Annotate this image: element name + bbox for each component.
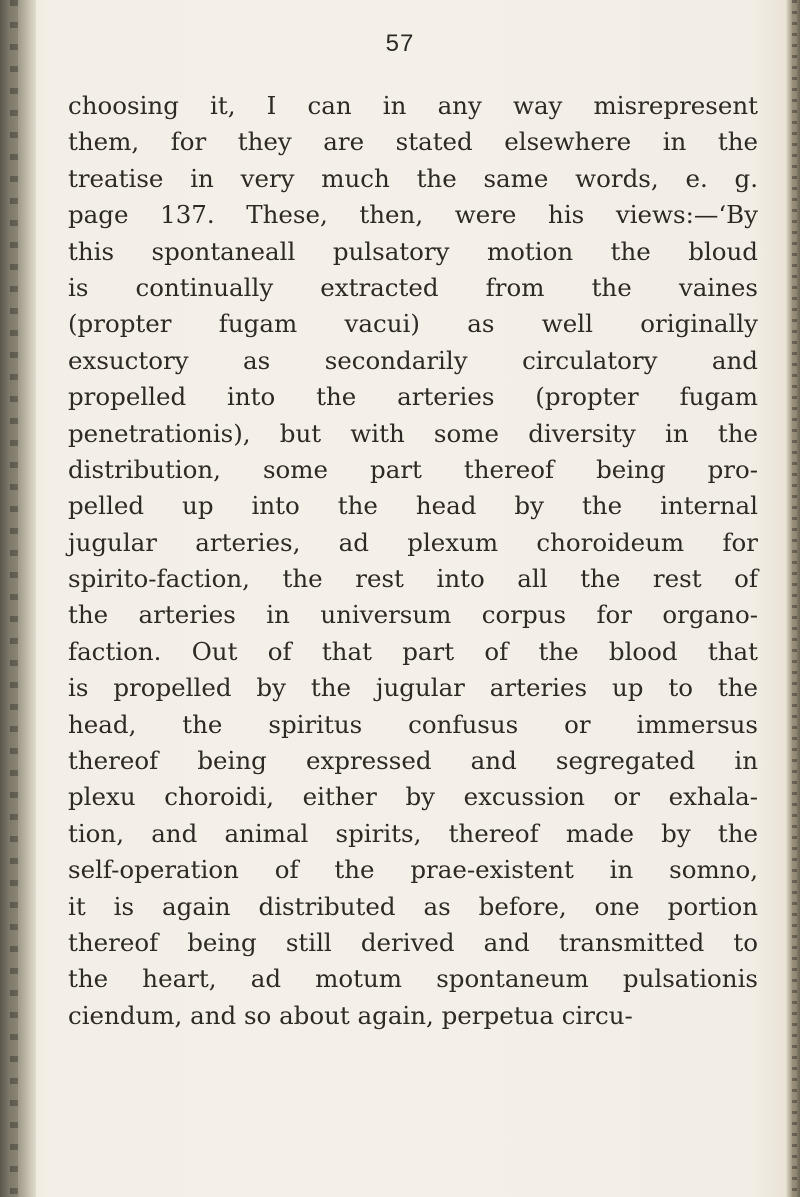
text-line: thereof being expressed and segregated in (68, 746, 758, 776)
text-line: ciendum, and so about again, perpetua circu- (68, 1000, 633, 1030)
page-edge (786, 0, 800, 1197)
text-line: head, the spiritus confusus or immersus (68, 709, 758, 739)
page-number: 57 (385, 30, 415, 57)
text-line: propelled into the arteries (propter fugam (68, 382, 758, 412)
text-line: distribution, some part thereof being pro- (68, 454, 758, 484)
text-line: plexu choroidi, either by excussion or exhala- (68, 782, 758, 812)
text-line: treatise in very much the same words, e. g. (68, 163, 758, 193)
text-line: pelled up into the head by the internal (68, 491, 758, 521)
text-line: the arteries in universum corpus for organo- (68, 600, 758, 630)
binding-edge (0, 0, 36, 1197)
text-line: (propter fugam vacui) as well originally (68, 309, 758, 339)
text-line: is propelled by the jugular arteries up to the (68, 673, 758, 703)
text-line: the heart, ad motum spontaneum pulsationis (68, 964, 758, 994)
text-line: is continually extracted from the vaines (68, 272, 758, 302)
text-line: choosing it, I can in any way misrepresent (68, 91, 758, 120)
text-line: them, for they are stated elsewhere in the (68, 127, 758, 157)
text-line: exsuctory as secondarily circulatory and (68, 345, 758, 375)
text-line: tion, and animal spirits, thereof made by the (68, 818, 758, 848)
text-line: it is again distributed as before, one portion (68, 891, 758, 921)
text-line: this spontaneall pulsatory motion the bloud (68, 236, 758, 266)
text-line: self-operation of the prae-existent in somno, (68, 855, 758, 885)
text-line: thereof being still derived and transmitted to (68, 927, 758, 957)
text-line: penetrationis), but with some diversity in the (68, 418, 758, 448)
text-line: spirito-faction, the rest into all the rest of (68, 564, 758, 594)
text-line: page 137. These, then, were his views:—‘By (68, 200, 758, 230)
text-line: faction. Out of that part of the blood that (68, 636, 758, 666)
text-line: jugular arteries, ad plexum choroideum for (68, 527, 758, 557)
body-text (68, 88, 758, 1034)
